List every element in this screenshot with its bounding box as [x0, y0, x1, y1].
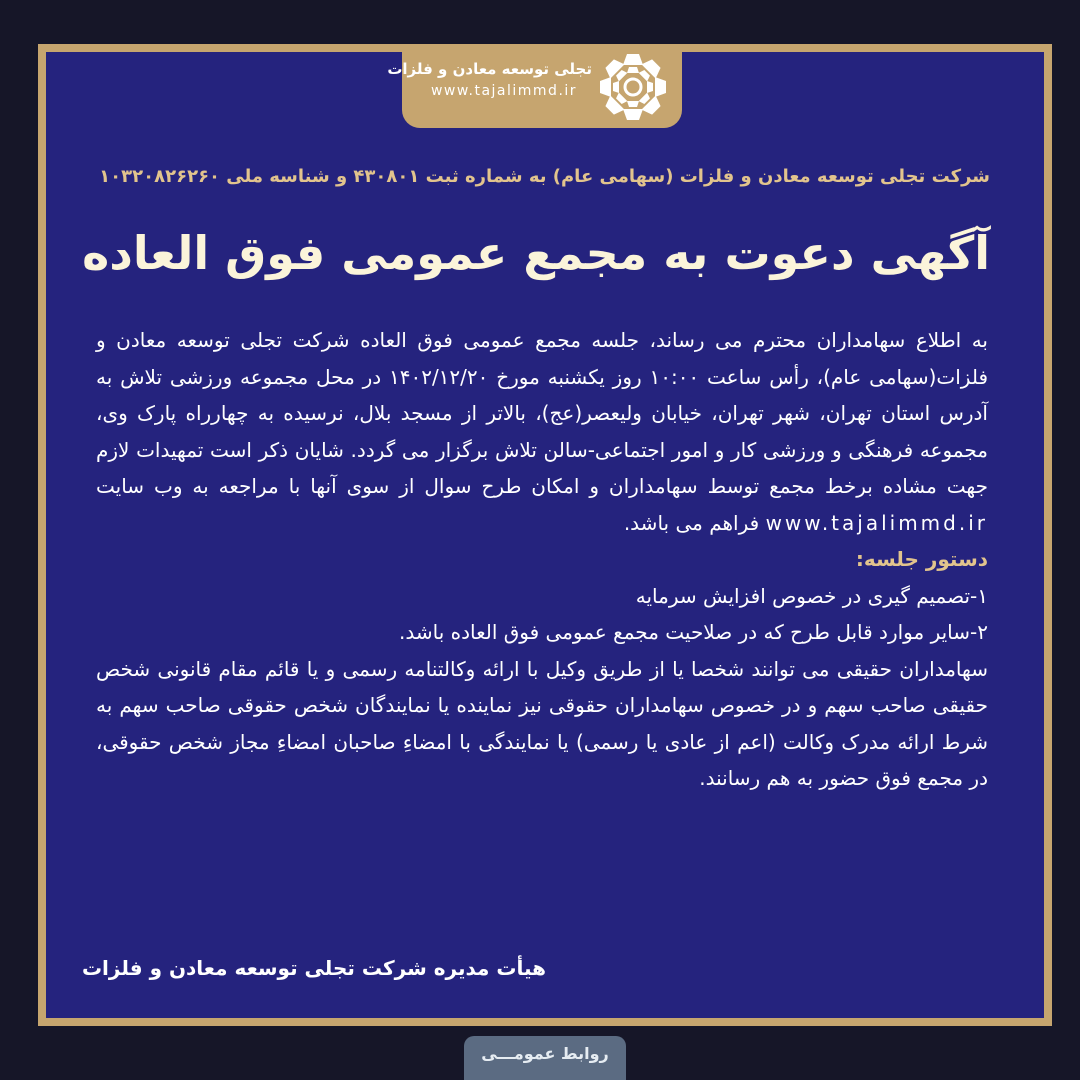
agenda-heading: دستور جلسه: [855, 547, 988, 571]
attendance-paragraph: سهامداران حقیقی می توانند شخصا یا از طریق وکیل با ارائه وکالتنامه رسمی و یا قائم مقام قانونی شخص حقیقی صاحب سهم و در خصوص سهامداران حقوقی نیز نماینده یا نمایندگان شخص حقوقی صاحب سهم به شرط ارائه مدرک وکالت (اعم از عادی یا رسمی) یا نمایندگی با امضاءِ صاحبان امضاءِ مجاز شخص حقوقی، در مجمع فوق حضور به هم رسانند. [96, 656, 988, 790]
logo-website: www.tajalimmd.ir [430, 83, 578, 99]
company-registration-line: شرکت تجلی توسعه معادن و فلزات (سهامی عام) به شماره ثبت ۴۳۰۸۰۱ و شناسه ملی ۱۰۳۲۰۸۲۶۲۶۰ [99, 166, 990, 187]
intro-paragraph [96, 322, 988, 541]
public-relations-label: روابط عمومـــی [481, 1044, 609, 1063]
company-logo-badge [387, 44, 682, 128]
board-signature: هیأت مدیره شرکت تجلی توسعه معادن و فلزات [81, 956, 546, 980]
notice-title: آگهی دعوت به مجمع عمومی فوق العاده [82, 226, 990, 280]
public-relations-tab [464, 1036, 626, 1080]
intro-closing: فراهم می باشد. [623, 510, 760, 535]
logo-text-block [387, 58, 592, 102]
tajali-logo-icon [598, 52, 668, 122]
website-link[interactable]: www.tajalimmd.ir [765, 510, 988, 535]
notice-body [96, 322, 988, 797]
intro-text: به اطلاع سهامداران محترم می رساند، جلسه مجمع عمومی فوق العاده شرکت تجلی توسعه معادن و فلزات(سهامی عام)، رأس ساعت ۱۰:۰۰ روز یکشنبه مورخ ۱۴۰۲/۱۲/۲۰ در محل مجموعه ورزشی تلاش به آدرس استان تهران، شهر تهران، خیابان ولیعصر(عج)، بالاتر از مسجد بلال، نرسیده به چهارراه پارک وی، مجموعه فرهنگی و ورزشی کار و امور اجتماعی-سالن تلاش برگزار می گردد. شایان ذکر است تمهیدات لازم جهت مشاده برخط مجمع توسط سهامداران و امکان طرح سوال از سوی آنها با مراجعه به وب سایت [96, 328, 988, 498]
agenda-item-2: ۲-سایر موارد قابل طرح که در صلاحیت مجمع عمومی فوق العاده باشد. [398, 620, 988, 644]
logo-company-name: تجلی توسعه معادن و فلزات [387, 60, 592, 78]
agenda-item-1: ۱-تصمیم گیری در خصوص افزایش سرمایه [635, 583, 988, 608]
